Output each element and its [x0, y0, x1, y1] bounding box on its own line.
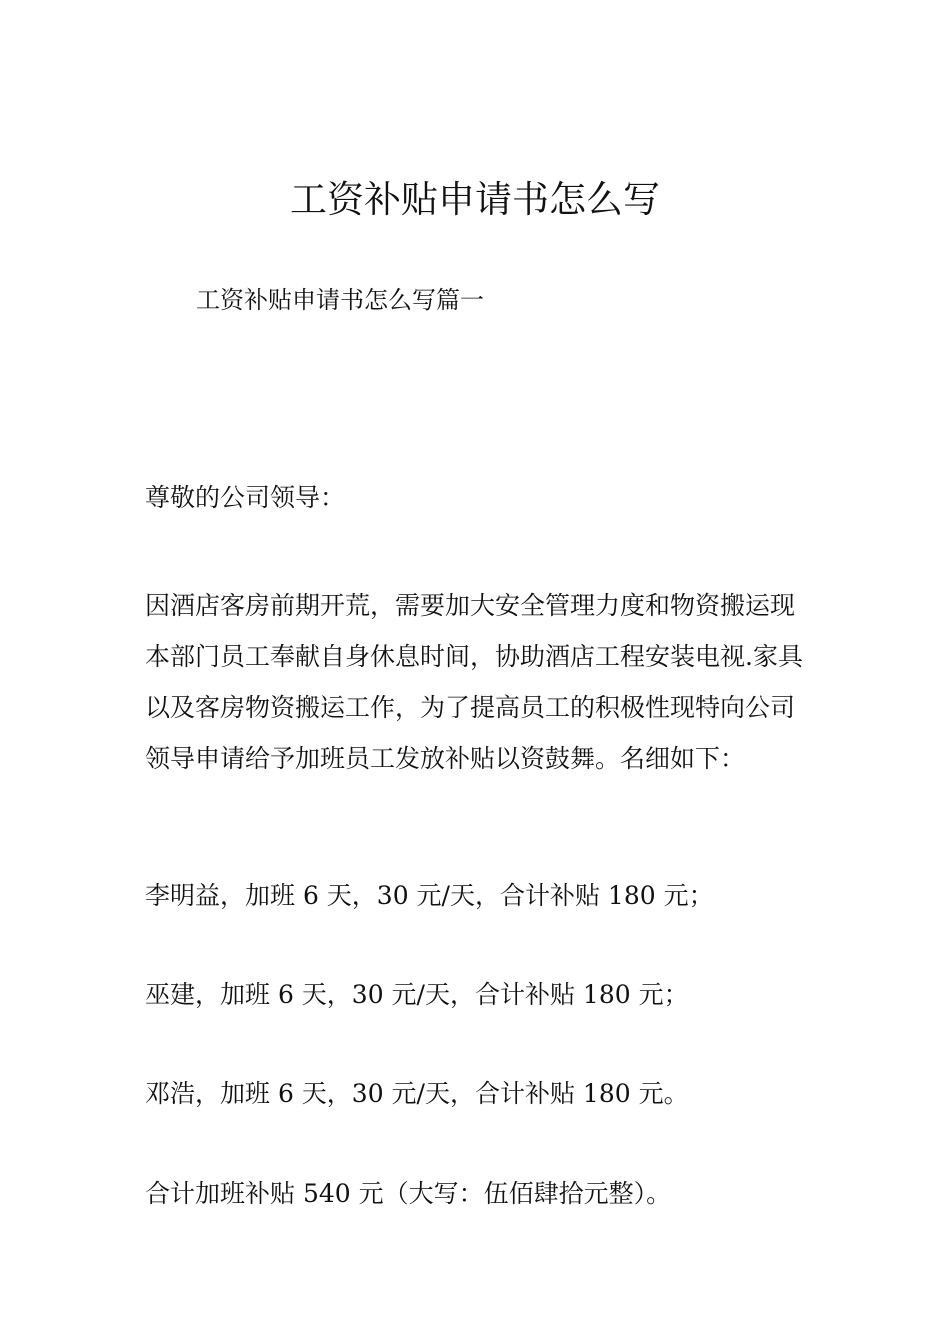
document-title: 工资补贴申请书怎么写 [290, 178, 660, 221]
detail-line: 邓浩，加班 6 天，30 元/天，合计补贴 180 元。 [145, 1079, 689, 1108]
body-paragraph: 因酒店客房前期开荒，需要加大安全管理力度和物资搬运现本部门员工奉献自身休息时间，协助酒店工程安装电视.家具以及客房物资搬运工作，为了提高员工的积极性现特向公司领导申请给予加班员工发放补贴以资鼓舞。名细如下： [145, 591, 803, 773]
detail-line: 李明益，加班 6 天，30 元/天，合计补贴 180 元； [145, 881, 714, 910]
detail-line: 巫建，加班 6 天，30 元/天，合计补贴 180 元； [145, 980, 689, 1009]
document-subtitle: 工资补贴申请书怎么写篇一 [196, 286, 484, 314]
total-line: 合计加班补贴 540 元（大写：伍佰肆拾元整）。 [145, 1179, 672, 1208]
salutation: 尊敬的公司领导： [145, 483, 346, 512]
